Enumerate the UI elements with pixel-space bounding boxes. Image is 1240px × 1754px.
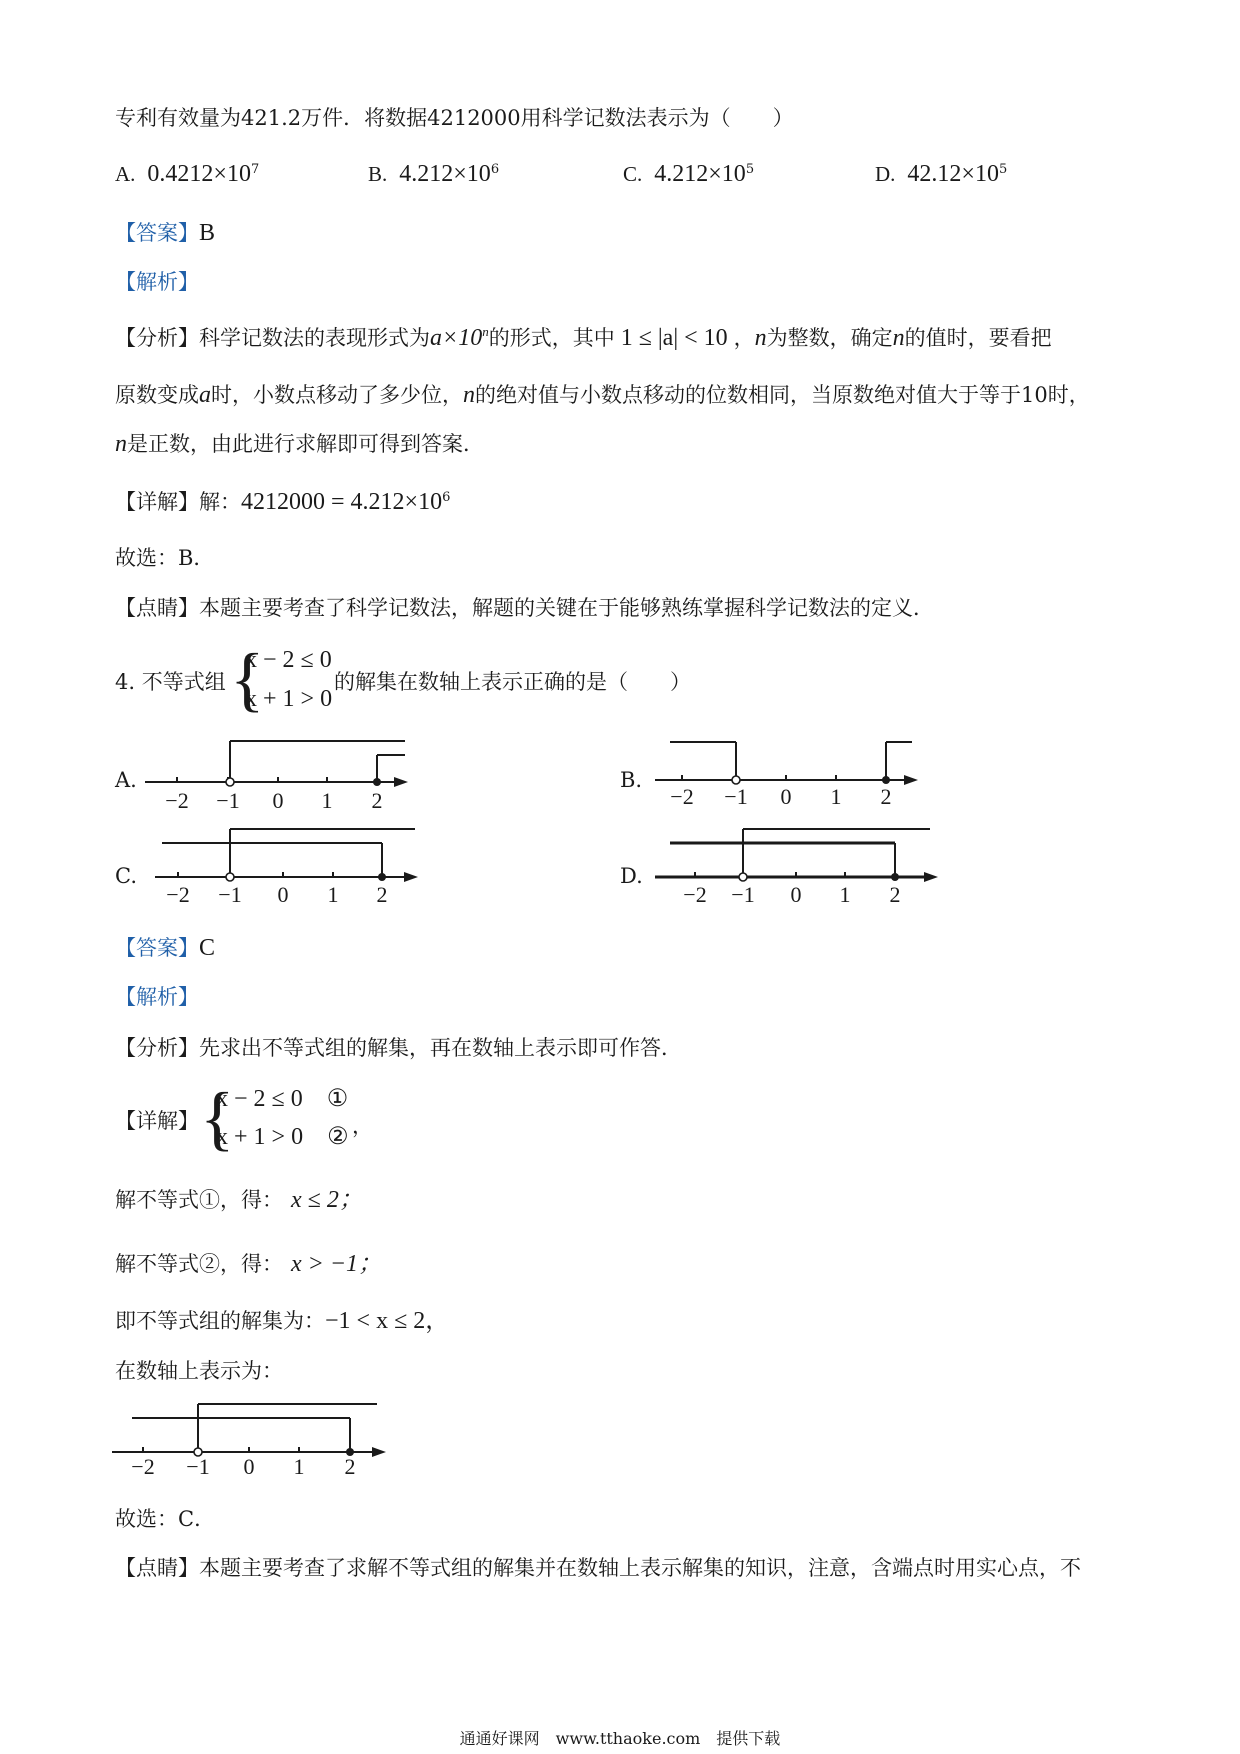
q4-option-label-c: C. [115, 864, 137, 888]
circled-one: ① [326, 1086, 349, 1112]
step-math: −1 < x ≤ 2， [325, 1308, 450, 1334]
q4-answer [115, 934, 215, 962]
tick-label: −2 [131, 1454, 155, 1479]
q3-dianjing [115, 594, 934, 622]
option-label: D. [875, 162, 896, 186]
q3-fenxi-line3 [115, 430, 484, 458]
dianjing-tag: 【点睛】 [115, 1556, 199, 1580]
option-exponent: 5 [745, 162, 755, 177]
fenxi-text: 科学记数法的表现形式为 [199, 326, 430, 350]
q3-fenxi-line1 [115, 324, 1052, 352]
fenxi-text: 先求出不等式组的解集，再在数轴上表示即可作答． [199, 1036, 682, 1060]
q3-option-c [623, 160, 754, 188]
ineq-text: x − 2 ≤ 0 [216, 1086, 303, 1112]
q4-fenxi [115, 1034, 682, 1062]
q4-stem-tail: 的解集在数轴上表示正确的是（ ） [334, 670, 691, 694]
tick-label: −2 [165, 788, 189, 813]
tick-label: 0 [780, 784, 792, 809]
tick-label: 1 [293, 1454, 305, 1479]
fenxi-text: ， [733, 326, 755, 350]
math-n: n [115, 431, 127, 457]
q4-brace: { [230, 639, 265, 719]
option-label: B. [368, 162, 388, 186]
xiangjie-text: 解： [199, 490, 241, 514]
tick-label: 2 [889, 882, 901, 907]
step-math: x > −1； [291, 1251, 383, 1277]
q4-guxuan: 故选：C． [115, 1507, 216, 1531]
option-exponent: 6 [490, 162, 500, 177]
tick-label: 0 [243, 1454, 255, 1479]
tick-label: −2 [166, 882, 190, 907]
tick-label: −2 [683, 882, 707, 907]
step-text: 解不等式①，得： [115, 1188, 283, 1212]
math-n: n [754, 325, 767, 351]
step-text: 解不等式②，得： [115, 1252, 283, 1276]
fenxi-text: 的形式，其中 [488, 326, 615, 350]
fenxi-tag: 【分析】 [115, 326, 199, 350]
tick-label: 0 [790, 882, 802, 907]
q4-analysis-tag: 【解析】 [115, 985, 199, 1009]
tick-label: 1 [327, 882, 339, 907]
option-label: A. [115, 162, 136, 186]
fenxi-text: 的值时，要看把 [904, 326, 1052, 350]
q4-dianjing [115, 1554, 1081, 1582]
q4-option-label-b: B. [620, 768, 643, 792]
option-value: 0.4212×10 [147, 161, 251, 187]
option-value: 42.12×10 [907, 161, 999, 187]
q4-ineq1: x − 2 ≤ 0 [245, 647, 332, 673]
q3-stem: 专利有效量为421.2万件．将数据4212000用科学记数法表示为（ ） [115, 106, 794, 130]
math-a: a×10 [430, 325, 483, 351]
tick-label: 0 [277, 882, 289, 907]
q4-step2 [115, 1250, 382, 1278]
answer-value: C [199, 935, 216, 961]
solution-comma: ， [352, 1114, 373, 1138]
math-range: 1 ≤ |a| < 10 [620, 325, 728, 351]
dianjing-tag: 【点睛】 [115, 596, 199, 620]
dianjing-text: 本题主要考查了求解不等式组的解集并在数轴上表示解集的知识，注意，含端点时用实心点，不 [199, 1556, 1081, 1580]
circled-two: ② [327, 1124, 349, 1150]
q3-option-d [875, 160, 1007, 188]
tick-label: 1 [839, 882, 851, 907]
option-value: 4.212×10 [399, 161, 491, 187]
option-value: 4.212×10 [654, 161, 746, 187]
q4-ineq2: x + 1 > 0 [245, 686, 333, 712]
tick-label: −1 [186, 1454, 210, 1479]
q3-answer [115, 219, 215, 247]
xiangjie-exponent: 6 [442, 490, 451, 505]
xiangjie-math: 4212000 = 4.212×10 [241, 489, 443, 515]
tick-label: 2 [880, 784, 892, 809]
tick-label: 2 [376, 882, 388, 907]
tick-label: −1 [216, 788, 240, 813]
step-math: x ≤ 2； [291, 1187, 363, 1213]
answer-tag: 【答案】 [115, 936, 199, 960]
q4-step1 [115, 1186, 363, 1214]
fenxi-text: 的绝对值与小数点移动的位数相同，当原数绝对值大于等于10时， [475, 383, 1090, 407]
fenxi-text: 为整数，确定 [766, 326, 893, 350]
q3-option-a [115, 160, 259, 188]
dianjing-text: 本题主要考查了科学记数法，解题的关键在于能够熟练掌握科学记数法的定义． [199, 596, 934, 620]
fenxi-text: 是正数，由此进行求解即可得到答案． [127, 432, 484, 456]
q3-analysis-tag: 【解析】 [115, 270, 199, 294]
number-line-a [140, 735, 410, 813]
tick-label: 1 [830, 784, 842, 809]
q4-step4: 在数轴上表示为： [115, 1359, 283, 1383]
tick-label: −1 [218, 882, 242, 907]
q3-fenxi-line2 [115, 381, 1090, 409]
q4-option-label-d: D. [620, 864, 643, 888]
solution-ineq1 [216, 1084, 348, 1114]
math-n: n [482, 324, 489, 339]
answer-value: B [199, 220, 216, 246]
step-text: 即不等式组的解集为： [115, 1309, 325, 1333]
q3-guxuan: 故选：B． [115, 546, 215, 570]
solution-brace: { [200, 1078, 235, 1158]
tick-label: −1 [731, 882, 755, 907]
number-line-c [150, 825, 420, 905]
tick-label: −1 [724, 784, 748, 809]
math-a: a [199, 382, 211, 408]
fenxi-tag: 【分析】 [115, 1036, 199, 1060]
math-n: n [463, 382, 475, 408]
tick-label: 1 [321, 788, 333, 813]
q4-step3 [115, 1307, 449, 1335]
answer-tag: 【答案】 [115, 221, 199, 245]
tick-label: −2 [670, 784, 694, 809]
q4-option-label-a: A. [115, 768, 137, 792]
solution-ineq2 [216, 1122, 349, 1152]
q3-option-b [368, 160, 499, 188]
fenxi-text: 时，小数点移动了多少位， [211, 383, 463, 407]
footer-text: 通通好课网 www.tthaoke.com 提供下载 [459, 1729, 781, 1748]
number-line-d [655, 825, 940, 905]
q4-number: 4. 不等式组 [115, 670, 226, 694]
solution-number-line [112, 1395, 387, 1479]
ineq-text: x + 1 > 0 [216, 1124, 304, 1150]
tick-label: 2 [371, 788, 383, 813]
tick-label: 2 [344, 1454, 356, 1479]
option-exponent: 5 [998, 162, 1008, 177]
fenxi-text: 原数变成 [115, 383, 199, 407]
number-line-b [650, 735, 920, 810]
q4-xiangjie-tag: 【详解】 [115, 1109, 199, 1133]
option-label: C. [623, 162, 643, 186]
math-n: n [892, 325, 905, 351]
xiangjie-tag: 【详解】 [115, 490, 199, 514]
q3-xiangjie [115, 488, 450, 516]
tick-label: 0 [272, 788, 284, 813]
option-exponent: 7 [250, 162, 260, 177]
